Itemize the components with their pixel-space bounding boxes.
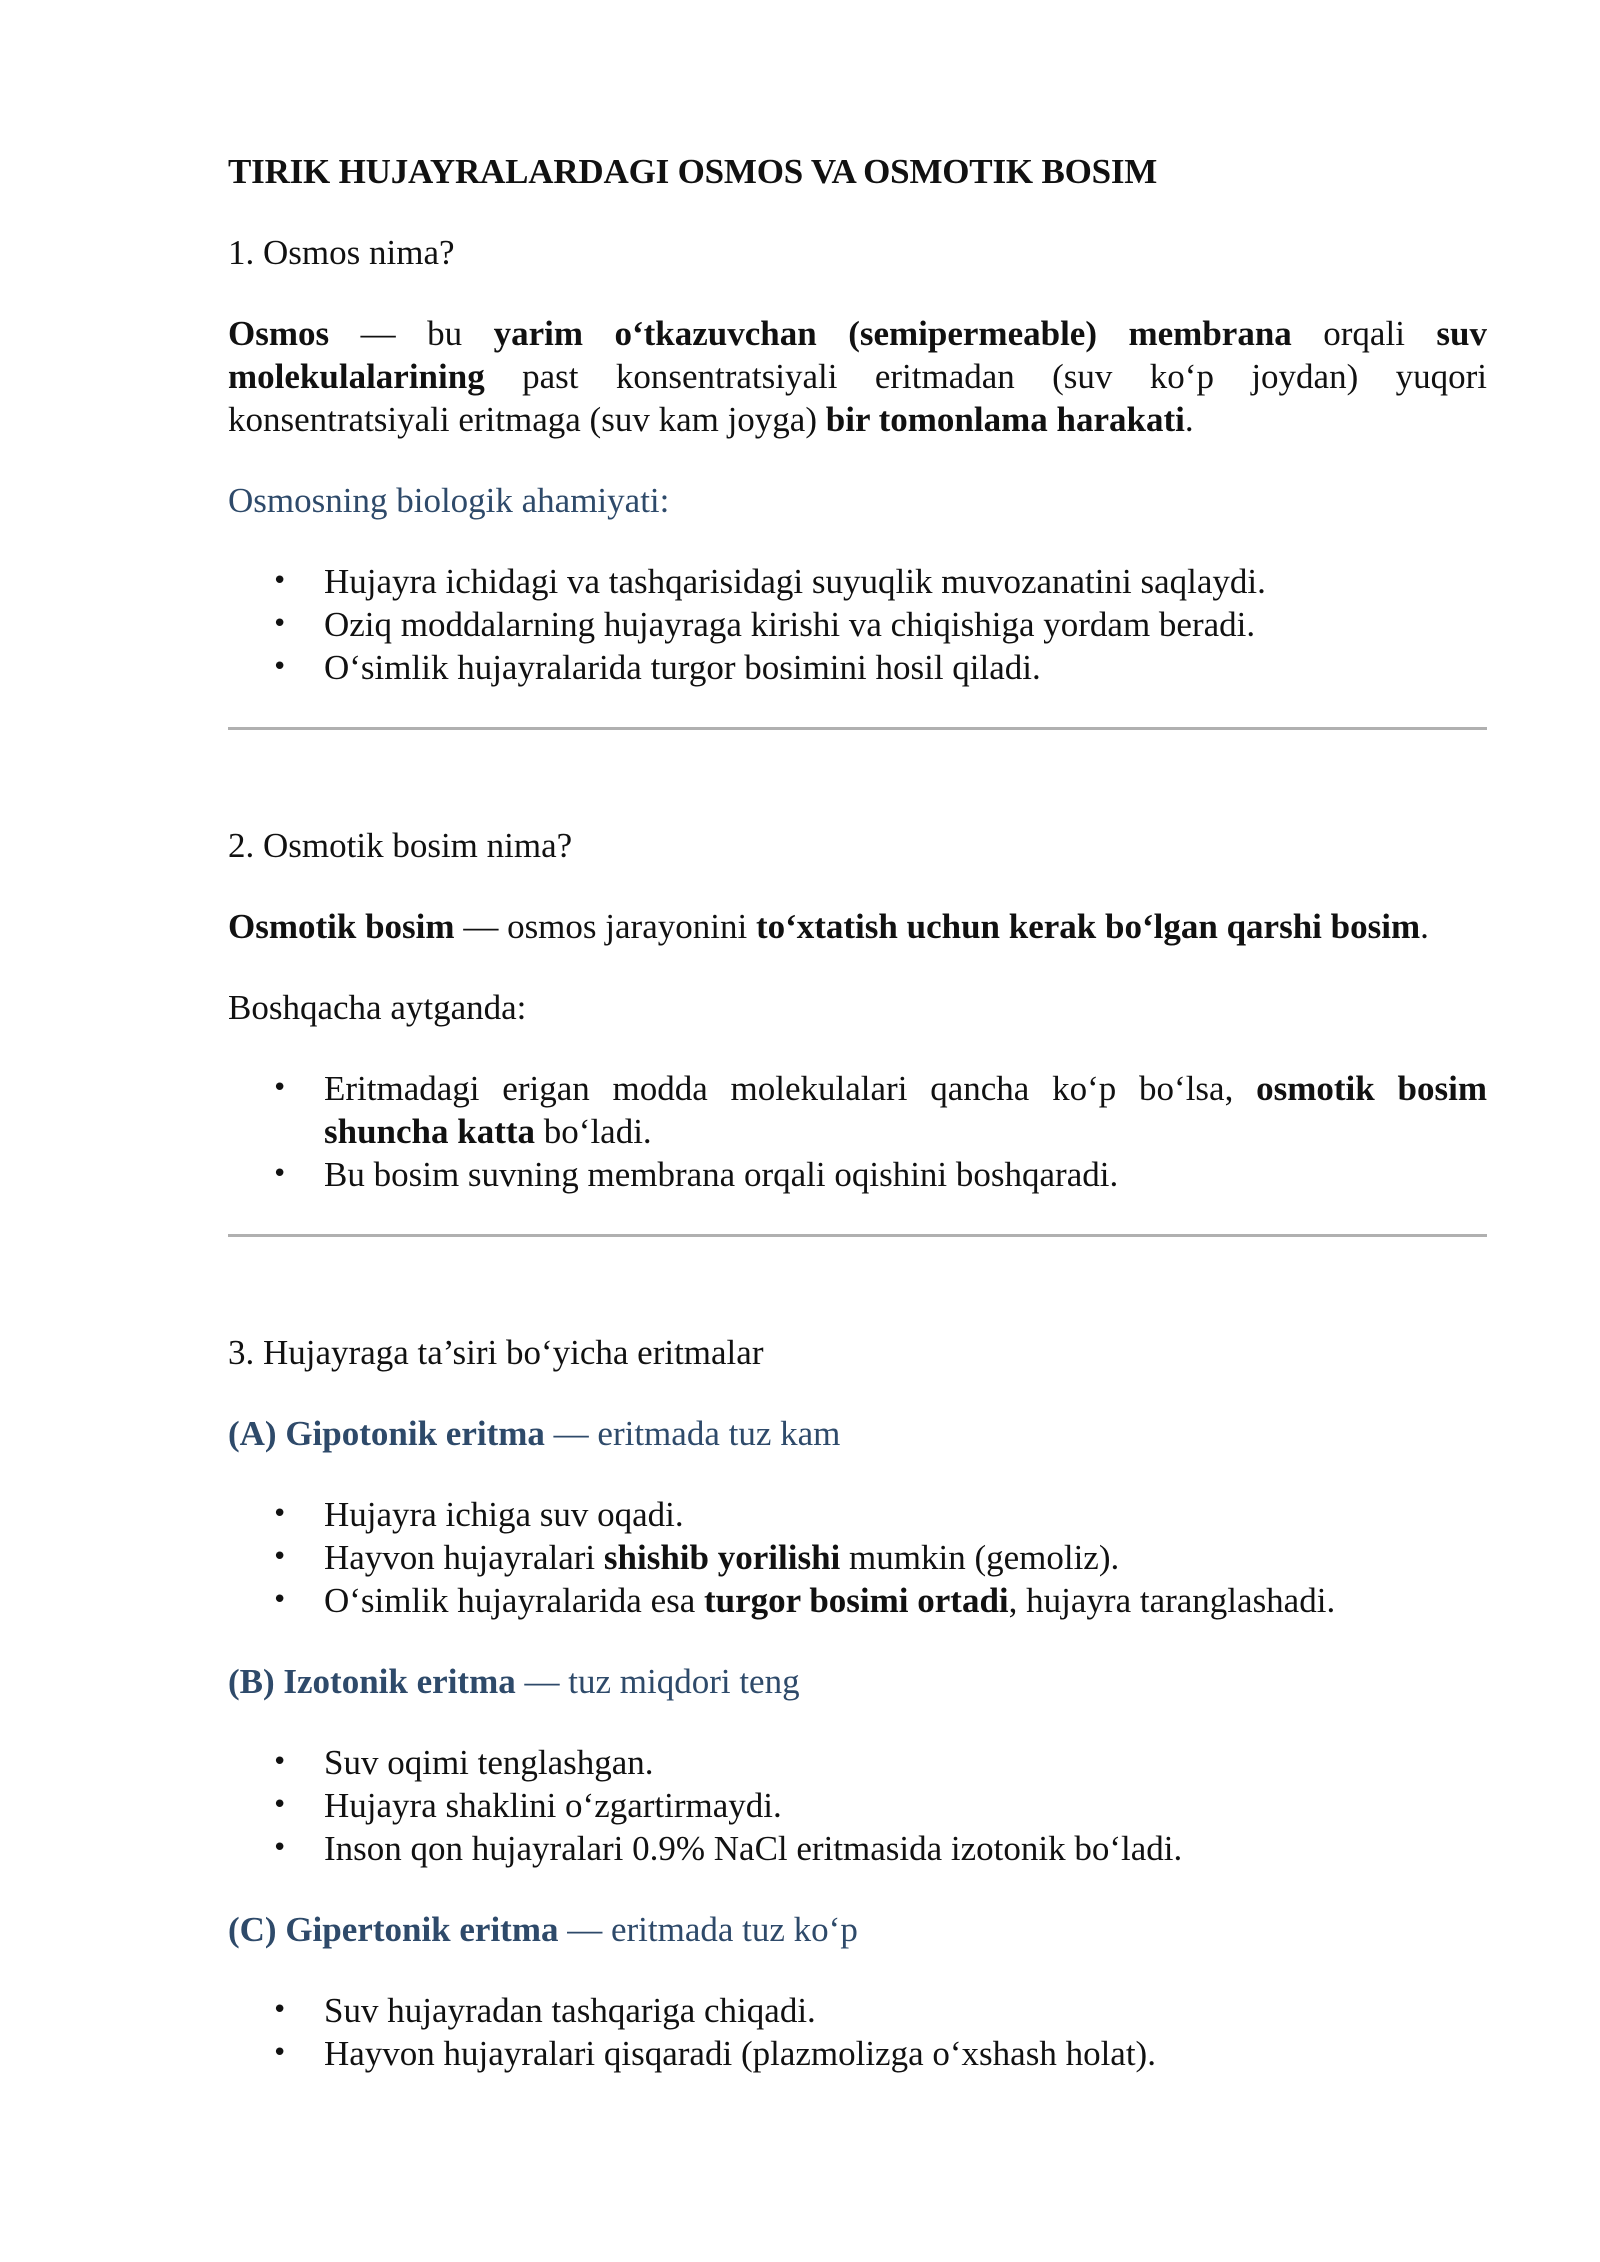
text-run: Eritmadagi erigan modda molekulalari qancha ko‘p bo‘lsa, [324, 1069, 1257, 1108]
text-run: Hujayra ichiga suv oqadi. [324, 1495, 684, 1534]
bold-text: Osmos [228, 314, 330, 353]
osmos-significance-heading: Osmosning biologik ahamiyati: [228, 481, 670, 520]
bold-text: shishib yorilishi [603, 1538, 841, 1577]
text-run: . [1184, 400, 1194, 439]
section-divider [228, 727, 1487, 730]
osmotic-pressure-definition [228, 905, 1487, 948]
text-run: O‘simlik hujayralarida turgor bosimini hosil qiladi. [324, 648, 1041, 687]
section-3-heading: 3. Hujayraga ta’siri bo‘yicha eritmalar [228, 1333, 764, 1372]
hypotonic-label: (A) Gipotonik eritma [228, 1414, 545, 1453]
hypertonic-list [228, 1989, 1487, 2075]
document-content [228, 150, 1487, 2075]
list-item [228, 1067, 1487, 1153]
text-run: Suv oqimi tenglashgan. [324, 1743, 654, 1782]
hypotonic-desc: — eritmada tuz kam [544, 1414, 841, 1453]
text-run: mumkin (gemoliz). [840, 1538, 1120, 1577]
text-run: — bu [329, 314, 494, 353]
list-item [228, 2032, 1487, 2075]
osmotic-pressure-list [228, 1067, 1487, 1196]
text-run: O‘simlik hujayralarida esa [324, 1581, 705, 1620]
list-item [228, 1536, 1487, 1579]
list-item [228, 560, 1487, 603]
section-2-heading: 2. Osmotik bosim nima? [228, 826, 573, 865]
text-run: Bu bosim suvning membrana orqali oqishini boshqaradi. [324, 1155, 1119, 1194]
isotonic-label: (B) Izotonik eritma [228, 1662, 516, 1701]
text-run: — osmos jarayonini [454, 907, 756, 946]
text-run: bo‘ladi. [535, 1112, 652, 1151]
hypertonic-heading [228, 1908, 1487, 1951]
text-run: Oziq moddalarning hujayraga kirishi va chiqishiga yordam beradi. [324, 605, 1256, 644]
bold-text: osmotik bosim shuncha katta [324, 1069, 1487, 1151]
hypertonic-label: (C) Gipertonik eritma [228, 1910, 559, 1949]
hypotonic-heading [228, 1412, 1487, 1455]
section-divider [228, 1234, 1487, 1237]
list-item [228, 1493, 1487, 1536]
isotonic-desc: — tuz miqdori teng [515, 1662, 800, 1701]
text-run: Hujayra shaklini o‘zgartirmaydi. [324, 1786, 782, 1825]
text-run: Hayvon hujayralari qisqaradi (plazmolizga o‘xshash holat). [324, 2034, 1156, 2073]
osmos-definition [228, 312, 1487, 441]
list-item [228, 1741, 1487, 1784]
hypotonic-list [228, 1493, 1487, 1622]
list-item [228, 1784, 1487, 1827]
text-run: Suv hujayradan tashqariga chiqadi. [324, 1991, 816, 2030]
list-item [228, 603, 1487, 646]
bold-text: suv molekulalarining [228, 314, 1487, 396]
list-item [228, 1989, 1487, 2032]
in-other-words-label: Boshqacha aytganda: [228, 988, 527, 1027]
list-item [228, 1153, 1487, 1196]
list-item [228, 1827, 1487, 1870]
bold-text: Osmotik bosim [228, 907, 455, 946]
bold-text: turgor bosimi ortadi [704, 1581, 1009, 1620]
text-run: Inson qon hujayralari 0.9% NaCl eritmasida izotonik bo‘ladi. [324, 1829, 1183, 1868]
text-run: , hujayra taranglashadi. [1008, 1581, 1336, 1620]
bold-text: yarim o‘tkazuvchan (semipermeable) membrana [493, 314, 1292, 353]
list-item [228, 646, 1487, 689]
document-title: TIRIK HUJAYRALARDAGI OSMOS VA OSMOTIK BOSIM [228, 152, 1158, 191]
text-run: . [1420, 907, 1429, 946]
text-run: past konsentratsiyali eritmadan (suv ko‘p joydan) yuqori konsentratsiyali eritmaga (suv kam joyga) [228, 357, 1487, 439]
bold-text: bir tomonlama harakati [825, 400, 1185, 439]
osmos-significance-list [228, 560, 1487, 689]
isotonic-heading [228, 1660, 1487, 1703]
text-run: orqali [1291, 314, 1437, 353]
list-item [228, 1579, 1487, 1622]
isotonic-list [228, 1741, 1487, 1870]
text-run: Hujayra ichidagi va tashqarisidagi suyuqlik muvozanatini saqlaydi. [324, 562, 1266, 601]
hypertonic-desc: — eritmada tuz ko‘p [558, 1910, 858, 1949]
bold-text: to‘xtatish uchun kerak bo‘lgan qarshi bosim [755, 907, 1421, 946]
text-run: Hayvon hujayralari [324, 1538, 604, 1577]
section-1-heading: 1. Osmos nima? [228, 233, 455, 272]
